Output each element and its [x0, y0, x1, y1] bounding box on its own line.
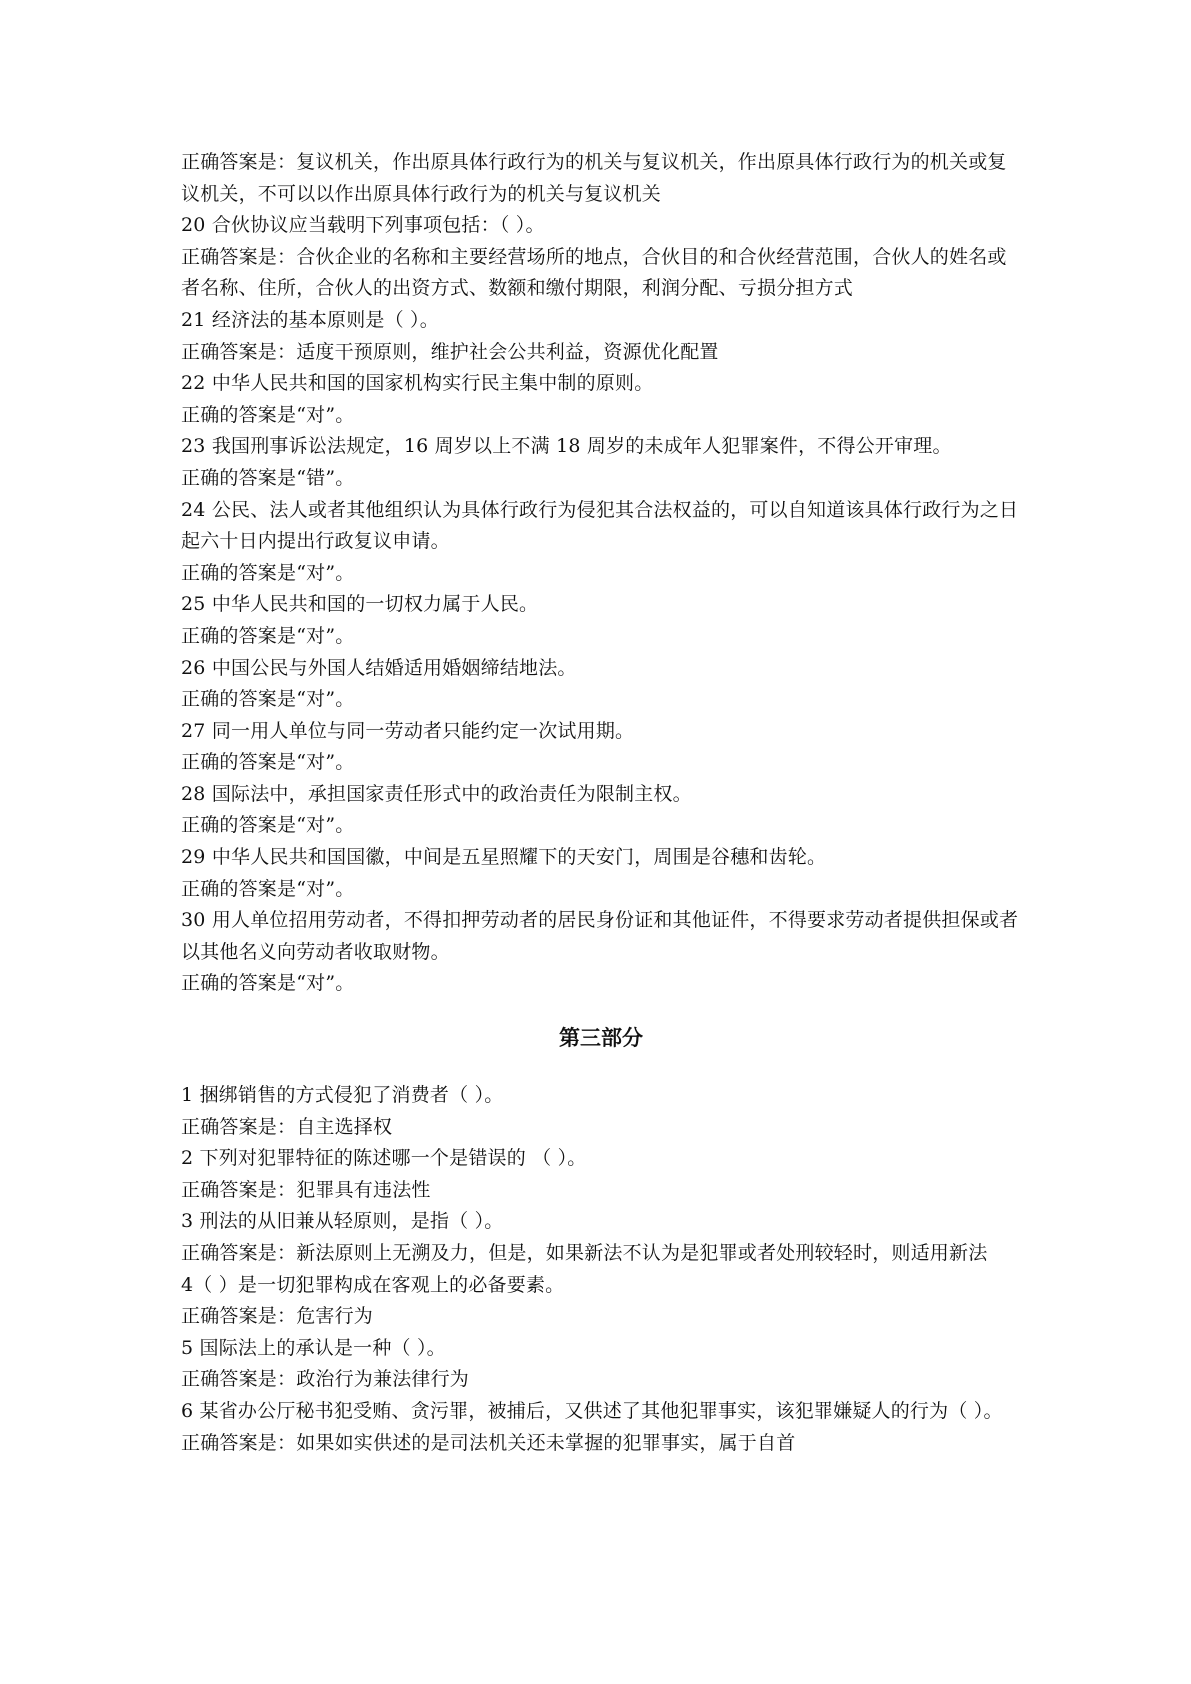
- question-line: 24 公民、法人或者其他组织认为具体行政行为侵犯其合法权益的，可以自知道该具体行政行为之日起六十日内提出行政复议申请。: [181, 498, 1019, 553]
- answer-line: 正确答案是：如果如实供述的是司法机关还未掌握的犯罪事实，属于自首: [181, 1431, 796, 1454]
- question-line: 5 国际法上的承认是一种（ ）。: [181, 1336, 446, 1359]
- answer-line: 正确答案是：政治行为兼法律行为: [181, 1368, 470, 1391]
- answer-line: 正确的答案是“错”。: [181, 466, 355, 489]
- question-line: 2 下列对犯罪特征的陈述哪一个是错误的 （ ）。: [181, 1147, 587, 1170]
- answer-line: 正确答案是：复议机关，作出原具体行政行为的机关与复议机关，作出原具体行政行为的机关或复议机关，不可以以作出原具体行政行为的机关与复议机关: [181, 151, 1007, 205]
- question-line: 25 中华人民共和国的一切权力属于人民。: [181, 593, 539, 616]
- answer-line: 正确答案是：合伙企业的名称和主要经营场所的地点，合伙目的和合伙经营范围，合伙人的姓名或者名称、住所，合伙人的出资方式、数额和缴付期限，利润分配、亏损分担方式: [181, 245, 1007, 300]
- answer-line: 正确的答案是“对”。: [181, 403, 355, 426]
- part2-content: [181, 147, 1021, 1000]
- question-line: 21 经济法的基本原则是（ ）。: [181, 308, 439, 331]
- question-line: 4（ ）是一切犯罪构成在客观上的必备要素。: [181, 1273, 565, 1296]
- section-title: 第三部分: [559, 1026, 643, 1051]
- answer-line: 正确的答案是“对”。: [181, 751, 355, 774]
- question-line: 30 用人单位招用劳动者，不得扣押劳动者的居民身份证和其他证件，不得要求劳动者提供担保或者以其他名义向劳动者收取财物。: [181, 909, 1019, 963]
- question-line: 20 合伙协议应当载明下列事项包括：（ ）。: [181, 214, 545, 237]
- part3-content: [181, 1080, 1021, 1459]
- answer-line: 正确答案是：新法原则上无溯及力，但是，如果新法不认为是犯罪或者处刑较轻时，则适用新法: [181, 1242, 988, 1264]
- answer-line: 正确答案是：自主选择权: [181, 1115, 393, 1138]
- question-line: 28 国际法中，承担国家责任形式中的政治责任为限制主权。: [181, 782, 692, 805]
- answer-line: 正确的答案是“对”。: [181, 877, 355, 900]
- answer-line: 正确答案是：犯罪具有违法性: [181, 1178, 431, 1201]
- answer-line: 正确的答案是“对”。: [181, 972, 355, 995]
- question-line: 6 某省办公厅秘书犯受贿、贪污罪，被捕后，又供述了其他犯罪事实，该犯罪嫌疑人的行为（ ）。: [181, 1399, 1003, 1422]
- answer-line: 正确的答案是“对”。: [181, 561, 355, 584]
- answer-line: 正确的答案是“对”。: [181, 814, 355, 837]
- answer-line: 正确答案是：适度干预原则，维护社会公共利益，资源优化配置: [181, 340, 719, 363]
- question-line: 27 同一用人单位与同一劳动者只能约定一次试用期。: [181, 719, 635, 742]
- question-line: 1 捆绑销售的方式侵犯了消费者（ ）。: [181, 1084, 504, 1107]
- question-line: 23 我国刑事诉讼法规定，16 周岁以上不满 18 周岁的未成年人犯罪案件，不得公开审理。: [181, 435, 952, 458]
- answer-line: 正确的答案是“对”。: [181, 624, 355, 647]
- question-line: 3 刑法的从旧兼从轻原则，是指（ ）。: [181, 1210, 504, 1233]
- answer-line: 正确答案是：危害行为: [181, 1305, 374, 1328]
- document-page: [181, 147, 1021, 1459]
- question-line: 29 中华人民共和国国徽，中间是五星照耀下的天安门，周围是谷穗和齿轮。: [181, 846, 827, 869]
- question-line: 26 中国公民与外国人结婚适用婚姻缔结地法。: [181, 656, 577, 679]
- answer-line: 正确的答案是“对”。: [181, 688, 355, 711]
- question-line: 22 中华人民共和国的国家机构实行民主集中制的原则。: [181, 372, 654, 395]
